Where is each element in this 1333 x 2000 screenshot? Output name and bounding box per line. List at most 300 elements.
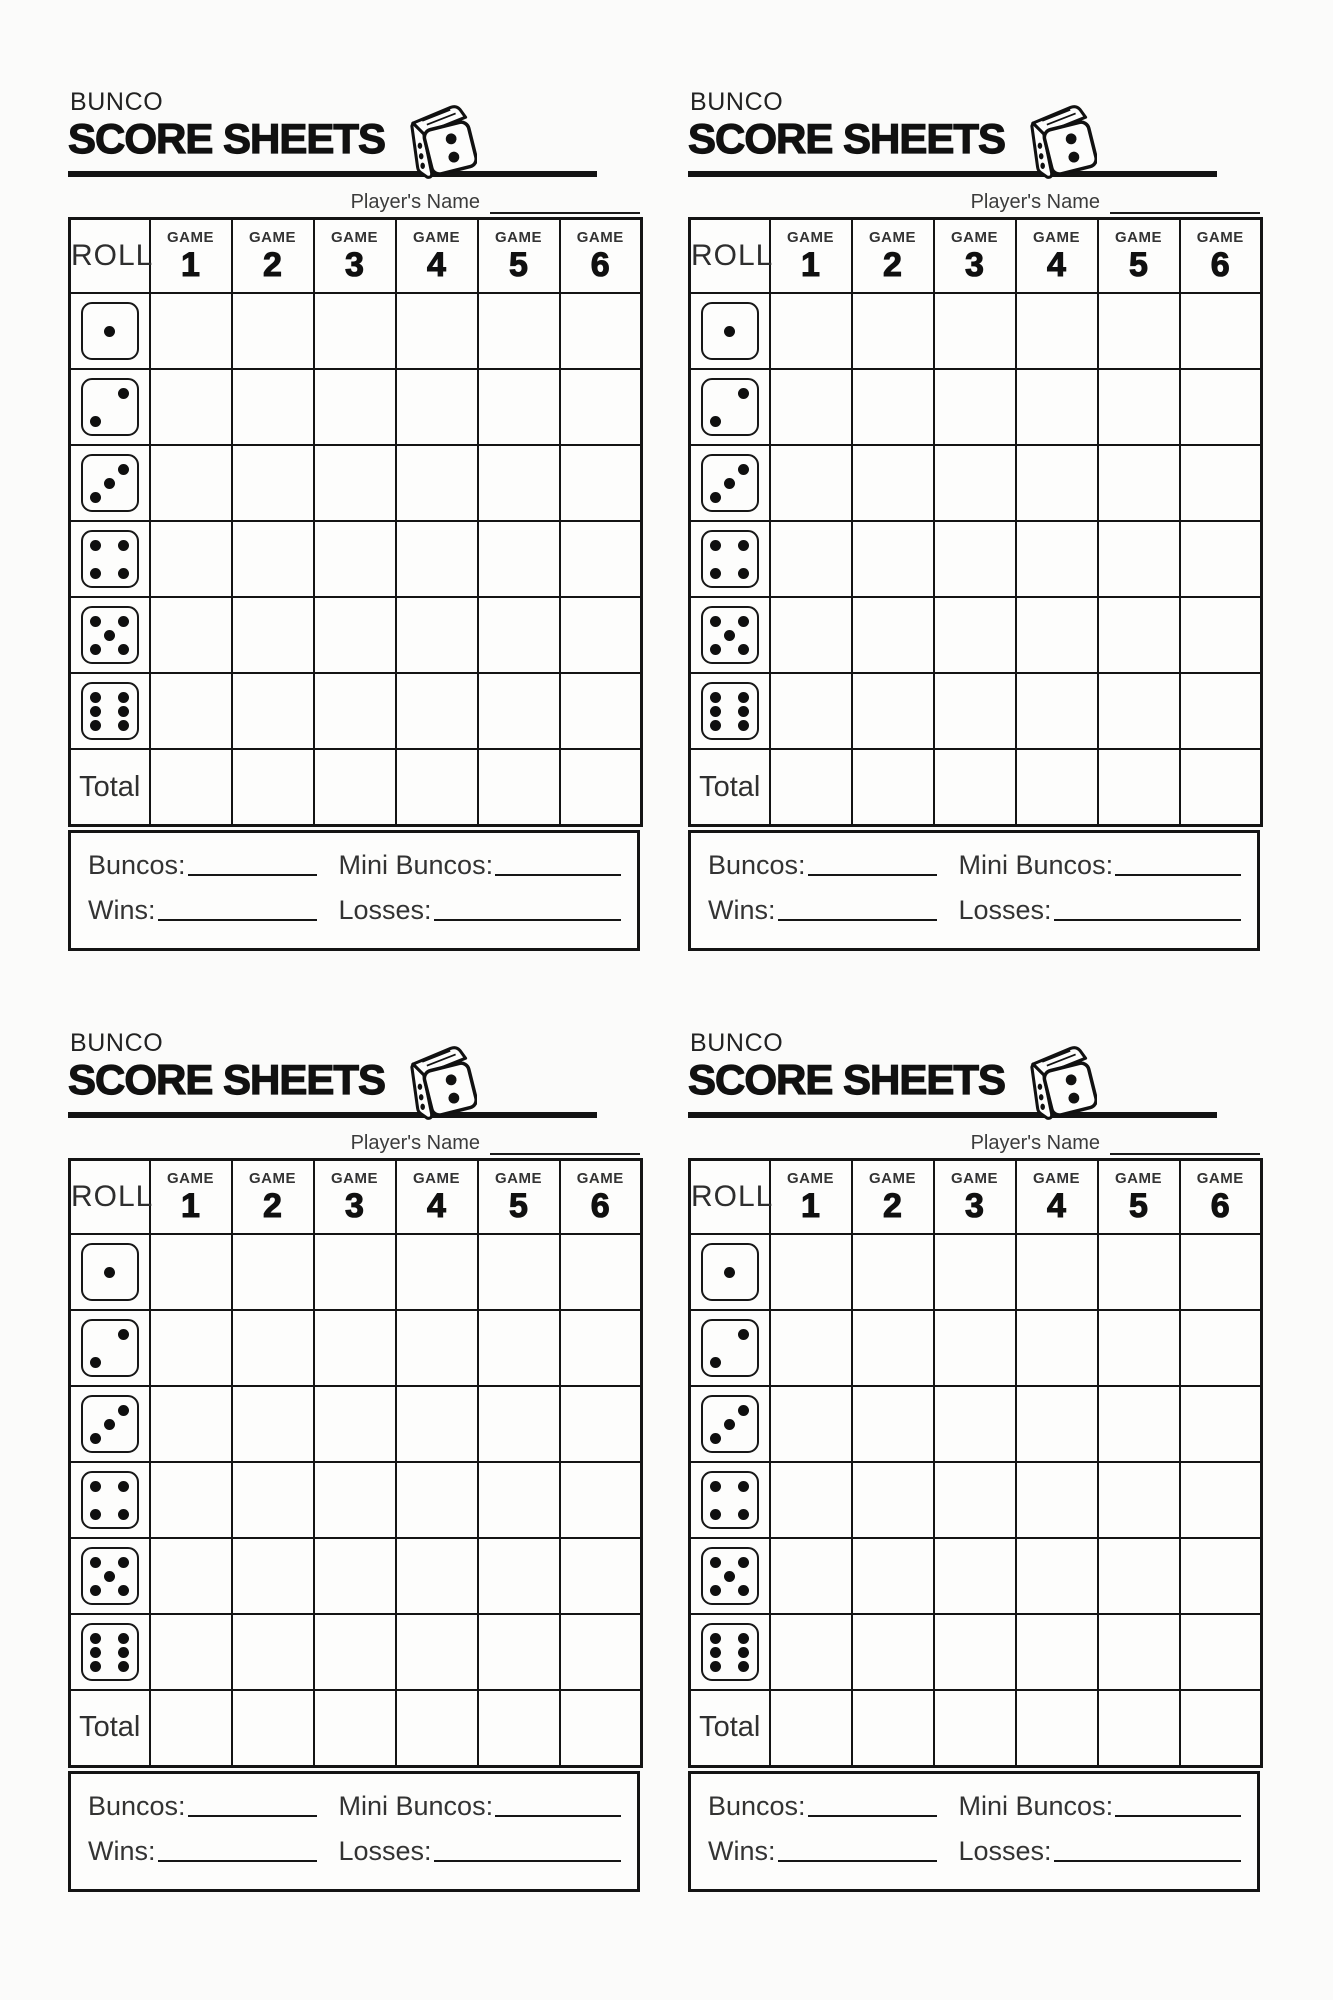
- pip: [710, 1647, 721, 1658]
- dice-icon: [393, 101, 477, 185]
- score-cell[interactable]: [852, 597, 934, 673]
- score-cell[interactable]: [770, 445, 852, 521]
- score-cell[interactable]: [478, 369, 560, 445]
- score-cell[interactable]: [560, 1310, 642, 1386]
- score-cell[interactable]: [770, 597, 852, 673]
- pip: [90, 692, 101, 703]
- score-cell[interactable]: [478, 1462, 560, 1538]
- score-cell[interactable]: [934, 1234, 1016, 1310]
- pip: [90, 1433, 101, 1444]
- score-cell[interactable]: [314, 597, 396, 673]
- pip: [738, 1405, 749, 1416]
- brand-text: BUNCO: [690, 88, 784, 116]
- roll-header: ROLL: [71, 239, 154, 272]
- score-cell[interactable]: [396, 1386, 478, 1462]
- score-cell[interactable]: [396, 1614, 478, 1690]
- score-cell[interactable]: [852, 1538, 934, 1614]
- score-cell[interactable]: [1180, 1538, 1262, 1614]
- die-face-5-icon: [81, 606, 139, 664]
- roll-row-5: [70, 1538, 642, 1614]
- game-6-header: GAME 6: [1180, 1159, 1262, 1234]
- wins-label: Wins:: [88, 1835, 156, 1866]
- wins-write-line[interactable]: [158, 1858, 317, 1862]
- die-face-1-icon: [701, 1243, 759, 1301]
- die-face-1-icon: [81, 1243, 139, 1301]
- pip: [90, 1633, 101, 1644]
- pip: [710, 1433, 721, 1444]
- score-cell[interactable]: [232, 1386, 314, 1462]
- game-1-header: GAME 1: [150, 1159, 232, 1234]
- player-name-write-line[interactable]: [1110, 1141, 1260, 1155]
- score-cell[interactable]: [852, 1462, 934, 1538]
- score-cell[interactable]: [852, 293, 934, 369]
- game-3-header: GAME 3: [314, 218, 396, 293]
- score-cell[interactable]: [478, 1386, 560, 1462]
- total-cell[interactable]: [1098, 1690, 1180, 1766]
- score-cell[interactable]: [1180, 673, 1262, 749]
- score-cell[interactable]: [396, 597, 478, 673]
- total-cell[interactable]: [934, 749, 1016, 825]
- score-cell[interactable]: [150, 597, 232, 673]
- score-cell[interactable]: [396, 1234, 478, 1310]
- die-face-5-icon: [81, 1547, 139, 1605]
- roll-row-1: [690, 293, 1262, 369]
- mini-buncos-write-line[interactable]: [1115, 1813, 1241, 1817]
- score-cell[interactable]: [770, 1614, 852, 1690]
- score-cell[interactable]: [1016, 597, 1098, 673]
- score-cell[interactable]: [150, 521, 232, 597]
- title-row: [68, 114, 640, 167]
- score-cell[interactable]: [314, 673, 396, 749]
- game-5-header: GAME 5: [478, 218, 560, 293]
- pip: [710, 1585, 721, 1596]
- score-cell[interactable]: [560, 673, 642, 749]
- game-6-header: GAME 6: [560, 218, 642, 293]
- pip: [90, 720, 101, 731]
- score-cell[interactable]: [1098, 1386, 1180, 1462]
- score-cell[interactable]: [150, 445, 232, 521]
- total-cell[interactable]: [1180, 1690, 1262, 1766]
- score-cell[interactable]: [232, 1234, 314, 1310]
- pip: [90, 616, 101, 627]
- score-cell[interactable]: [934, 1462, 1016, 1538]
- roll-row-2: [70, 369, 642, 445]
- roll-row-3: [70, 445, 642, 521]
- score-cell[interactable]: [852, 445, 934, 521]
- score-cell[interactable]: [1180, 1310, 1262, 1386]
- roll-row-5: [70, 597, 642, 673]
- score-cell[interactable]: [560, 1386, 642, 1462]
- score-cell[interactable]: [560, 1538, 642, 1614]
- score-cell[interactable]: [396, 445, 478, 521]
- pip: [118, 720, 129, 731]
- score-cell[interactable]: [1016, 1614, 1098, 1690]
- die-face-6-icon: [701, 1623, 759, 1681]
- roll-row-6: [690, 673, 1262, 749]
- wins-write-line[interactable]: [778, 1858, 937, 1862]
- tally-row-wins: [88, 895, 621, 926]
- buncos-write-line[interactable]: [188, 872, 317, 876]
- die-face-6-icon: [81, 682, 139, 740]
- die-face-2-icon: [81, 1319, 139, 1377]
- sheet-title: SCORE SHEETS: [688, 1055, 1006, 1103]
- score-cell[interactable]: [314, 1462, 396, 1538]
- wins-label: Wins:: [88, 895, 156, 926]
- pip: [104, 326, 115, 337]
- pip: [710, 416, 721, 427]
- score-cell[interactable]: [1098, 597, 1180, 673]
- score-cell[interactable]: [1016, 1538, 1098, 1614]
- pip: [118, 568, 129, 579]
- total-cell[interactable]: [1098, 749, 1180, 825]
- score-cell[interactable]: [232, 1310, 314, 1386]
- score-cell[interactable]: [150, 369, 232, 445]
- score-cell[interactable]: [396, 1310, 478, 1386]
- total-cell[interactable]: [1016, 749, 1098, 825]
- score-cell[interactable]: [770, 521, 852, 597]
- score-cell[interactable]: [1180, 1614, 1262, 1690]
- mini-buncos-label: Mini Buncos:: [338, 1791, 494, 1822]
- buncos-label: Buncos:: [708, 1791, 806, 1822]
- pip: [710, 1557, 721, 1568]
- score-cell[interactable]: [232, 1538, 314, 1614]
- buncos-write-line[interactable]: [808, 1813, 937, 1817]
- game-3-header: GAME 3: [934, 218, 1016, 293]
- total-cell[interactable]: [852, 749, 934, 825]
- total-cell[interactable]: [1016, 1690, 1098, 1766]
- total-cell[interactable]: [314, 749, 396, 825]
- roll-row-4: [70, 1462, 642, 1538]
- player-name-write-line[interactable]: [490, 200, 640, 214]
- pip: [710, 1509, 721, 1520]
- score-cell[interactable]: [314, 445, 396, 521]
- roll-header: ROLL: [691, 239, 774, 272]
- score-cell[interactable]: [560, 369, 642, 445]
- pip: [738, 464, 749, 475]
- score-cell[interactable]: [770, 1462, 852, 1538]
- tally-box: [68, 1771, 640, 1892]
- score-cell[interactable]: [1016, 369, 1098, 445]
- roll-row-2: [690, 369, 1262, 445]
- score-cell[interactable]: [1098, 1310, 1180, 1386]
- losses-write-line[interactable]: [434, 917, 621, 921]
- total-cell[interactable]: [314, 1690, 396, 1766]
- roll-row-2: [70, 1310, 642, 1386]
- pip: [90, 1357, 101, 1368]
- score-cell[interactable]: [478, 673, 560, 749]
- score-cell[interactable]: [478, 1614, 560, 1690]
- pip: [90, 492, 101, 503]
- score-cell[interactable]: [232, 445, 314, 521]
- total-cell[interactable]: [396, 749, 478, 825]
- roll-row-6: [690, 1614, 1262, 1690]
- score-cell[interactable]: [232, 673, 314, 749]
- wins-label: Wins:: [708, 1835, 776, 1866]
- total-cell[interactable]: [232, 749, 314, 825]
- die-face-2-icon: [701, 1319, 759, 1377]
- score-cell[interactable]: [478, 1310, 560, 1386]
- score-cell[interactable]: [1016, 293, 1098, 369]
- score-cell[interactable]: [1016, 1234, 1098, 1310]
- score-cell[interactable]: [1180, 1462, 1262, 1538]
- tally-row-wins: [708, 895, 1241, 926]
- score-cell[interactable]: [232, 293, 314, 369]
- pip: [724, 326, 735, 337]
- game-2-header: GAME 2: [852, 218, 934, 293]
- pip: [710, 616, 721, 627]
- score-cell[interactable]: [1098, 1234, 1180, 1310]
- score-cell[interactable]: [396, 1538, 478, 1614]
- score-cell[interactable]: [852, 1386, 934, 1462]
- score-cell[interactable]: [1016, 1462, 1098, 1538]
- score-cell[interactable]: [1098, 445, 1180, 521]
- score-cell[interactable]: [560, 1234, 642, 1310]
- score-cell[interactable]: [770, 293, 852, 369]
- score-cell[interactable]: [770, 673, 852, 749]
- score-cell[interactable]: [852, 369, 934, 445]
- total-label: Total: [690, 1690, 770, 1766]
- score-cell[interactable]: [934, 293, 1016, 369]
- score-cell[interactable]: [1098, 1614, 1180, 1690]
- pip: [118, 464, 129, 475]
- mini-buncos-write-line[interactable]: [495, 1813, 621, 1817]
- total-cell[interactable]: [478, 1690, 560, 1766]
- die-face-3-icon: [81, 454, 139, 512]
- score-cell[interactable]: [934, 597, 1016, 673]
- score-cell[interactable]: [1016, 521, 1098, 597]
- pip: [738, 1329, 749, 1340]
- score-cell[interactable]: [1016, 673, 1098, 749]
- score-cell[interactable]: [1016, 445, 1098, 521]
- score-cell[interactable]: [232, 1614, 314, 1690]
- score-cell[interactable]: [232, 521, 314, 597]
- score-cell[interactable]: [478, 1234, 560, 1310]
- score-cell[interactable]: [478, 521, 560, 597]
- pip: [104, 630, 115, 641]
- score-cell[interactable]: [314, 293, 396, 369]
- score-cell[interactable]: [478, 1538, 560, 1614]
- wins-write-line[interactable]: [158, 917, 317, 921]
- buncos-write-line[interactable]: [808, 872, 937, 876]
- table-header-row: [690, 218, 1262, 293]
- score-cell[interactable]: [232, 369, 314, 445]
- total-cell[interactable]: [934, 1690, 1016, 1766]
- game-4-header: GAME 4: [396, 1159, 478, 1234]
- losses-label: Losses:: [958, 1835, 1052, 1866]
- score-cell[interactable]: [560, 445, 642, 521]
- score-cell[interactable]: [150, 1234, 232, 1310]
- mini-buncos-write-line[interactable]: [495, 872, 621, 876]
- pip: [738, 616, 749, 627]
- score-cell[interactable]: [934, 1614, 1016, 1690]
- score-cell[interactable]: [396, 369, 478, 445]
- score-cell[interactable]: [1180, 521, 1262, 597]
- tally-box: [688, 1771, 1260, 1892]
- total-cell[interactable]: [852, 1690, 934, 1766]
- tally-row-buncos: [88, 850, 621, 881]
- bunco-score-sheet: [68, 88, 640, 951]
- score-cell[interactable]: [396, 293, 478, 369]
- score-cell[interactable]: [934, 1386, 1016, 1462]
- die-face-5-icon: [701, 606, 759, 664]
- game-2-header: GAME 2: [232, 218, 314, 293]
- pip: [724, 630, 735, 641]
- total-cell[interactable]: [478, 749, 560, 825]
- score-cell[interactable]: [314, 1538, 396, 1614]
- buncos-write-line[interactable]: [188, 1813, 317, 1817]
- total-cell[interactable]: [396, 1690, 478, 1766]
- pip: [724, 1267, 735, 1278]
- score-cell[interactable]: [150, 1614, 232, 1690]
- score-cell[interactable]: [770, 369, 852, 445]
- player-name-write-line[interactable]: [1110, 200, 1260, 214]
- losses-label: Losses:: [338, 895, 432, 926]
- roll-row-1: [70, 1234, 642, 1310]
- score-cell[interactable]: [1098, 293, 1180, 369]
- pip: [710, 720, 721, 731]
- total-cell[interactable]: [1180, 749, 1262, 825]
- game-1-header: GAME 1: [770, 1159, 852, 1234]
- score-cell[interactable]: [150, 673, 232, 749]
- game-3-header: GAME 3: [934, 1159, 1016, 1234]
- total-row: [690, 1690, 1262, 1766]
- score-cell[interactable]: [150, 1386, 232, 1462]
- total-cell[interactable]: [150, 1690, 232, 1766]
- score-cell[interactable]: [1098, 1462, 1180, 1538]
- losses-write-line[interactable]: [1054, 917, 1241, 921]
- pip: [118, 1661, 129, 1672]
- score-cell[interactable]: [478, 293, 560, 369]
- pip: [118, 692, 129, 703]
- score-cell[interactable]: [314, 1614, 396, 1690]
- score-cell[interactable]: [396, 521, 478, 597]
- score-cell[interactable]: [852, 521, 934, 597]
- title-row: [68, 1055, 640, 1108]
- roll-row-5: [690, 1538, 1262, 1614]
- pip: [738, 1585, 749, 1596]
- losses-label: Losses:: [958, 895, 1052, 926]
- dice-icon: [393, 1042, 477, 1126]
- score-cell[interactable]: [1180, 1386, 1262, 1462]
- pip: [738, 1509, 749, 1520]
- score-cell[interactable]: [150, 1310, 232, 1386]
- player-name-row: [68, 177, 640, 217]
- score-cell[interactable]: [396, 1462, 478, 1538]
- score-cell[interactable]: [1098, 521, 1180, 597]
- score-cell[interactable]: [560, 1614, 642, 1690]
- score-cell[interactable]: [852, 1234, 934, 1310]
- score-cell[interactable]: [852, 1614, 934, 1690]
- pip: [118, 1509, 129, 1520]
- score-cell[interactable]: [934, 445, 1016, 521]
- dice-icon: [1013, 1042, 1097, 1126]
- table-header-row: [70, 1159, 642, 1234]
- score-cell[interactable]: [314, 1386, 396, 1462]
- score-cell[interactable]: [1180, 597, 1262, 673]
- losses-write-line[interactable]: [434, 1858, 621, 1862]
- mini-buncos-label: Mini Buncos:: [958, 1791, 1114, 1822]
- roll-row-6: [70, 673, 642, 749]
- score-cell[interactable]: [150, 293, 232, 369]
- score-cell[interactable]: [1016, 1310, 1098, 1386]
- score-cell[interactable]: [1180, 445, 1262, 521]
- game-6-header: GAME 6: [560, 1159, 642, 1234]
- score-cell[interactable]: [770, 1538, 852, 1614]
- pip: [90, 1647, 101, 1658]
- score-cell[interactable]: [314, 369, 396, 445]
- score-cell[interactable]: [560, 293, 642, 369]
- pip: [90, 1585, 101, 1596]
- score-cell[interactable]: [1098, 369, 1180, 445]
- score-cell[interactable]: [1180, 1234, 1262, 1310]
- die-face-3-icon: [701, 454, 759, 512]
- pip: [710, 1661, 721, 1672]
- tally-row-buncos: [88, 1791, 621, 1822]
- player-name-label: Player's Name: [350, 190, 480, 213]
- score-cell[interactable]: [934, 1538, 1016, 1614]
- score-cell[interactable]: [934, 673, 1016, 749]
- player-name-write-line[interactable]: [490, 1141, 640, 1155]
- wins-write-line[interactable]: [778, 917, 937, 921]
- pip: [738, 1557, 749, 1568]
- score-cell[interactable]: [934, 521, 1016, 597]
- pip: [90, 644, 101, 655]
- score-cell[interactable]: [770, 1310, 852, 1386]
- pip: [738, 568, 749, 579]
- score-cell[interactable]: [232, 1462, 314, 1538]
- score-cell[interactable]: [232, 597, 314, 673]
- score-cell[interactable]: [1180, 369, 1262, 445]
- total-cell[interactable]: [770, 749, 852, 825]
- pip: [118, 706, 129, 717]
- total-cell[interactable]: [560, 1690, 642, 1766]
- score-cell[interactable]: [934, 1310, 1016, 1386]
- score-cell[interactable]: [314, 1310, 396, 1386]
- tally-row-wins: [88, 1836, 621, 1867]
- score-cell[interactable]: [1016, 1386, 1098, 1462]
- score-cell[interactable]: [852, 1310, 934, 1386]
- pip: [118, 1585, 129, 1596]
- score-cell[interactable]: [1180, 293, 1262, 369]
- score-cell[interactable]: [560, 597, 642, 673]
- pip: [90, 416, 101, 427]
- score-cell[interactable]: [478, 445, 560, 521]
- score-cell[interactable]: [560, 521, 642, 597]
- pip: [104, 478, 115, 489]
- losses-write-line[interactable]: [1054, 1858, 1241, 1862]
- score-cell[interactable]: [478, 597, 560, 673]
- pip: [90, 568, 101, 579]
- score-cell[interactable]: [934, 369, 1016, 445]
- score-cell[interactable]: [314, 521, 396, 597]
- score-cell[interactable]: [1098, 1538, 1180, 1614]
- mini-buncos-write-line[interactable]: [1115, 872, 1241, 876]
- total-cell[interactable]: [150, 749, 232, 825]
- score-cell[interactable]: [770, 1234, 852, 1310]
- score-cell[interactable]: [314, 1234, 396, 1310]
- total-cell[interactable]: [232, 1690, 314, 1766]
- score-cell[interactable]: [560, 1462, 642, 1538]
- total-cell[interactable]: [560, 749, 642, 825]
- score-cell[interactable]: [1098, 673, 1180, 749]
- brand-text: BUNCO: [70, 1028, 164, 1057]
- total-cell[interactable]: [770, 1690, 852, 1766]
- score-cell[interactable]: [852, 673, 934, 749]
- score-cell[interactable]: [770, 1386, 852, 1462]
- score-cell[interactable]: [150, 1462, 232, 1538]
- score-cell[interactable]: [396, 673, 478, 749]
- score-cell[interactable]: [150, 1538, 232, 1614]
